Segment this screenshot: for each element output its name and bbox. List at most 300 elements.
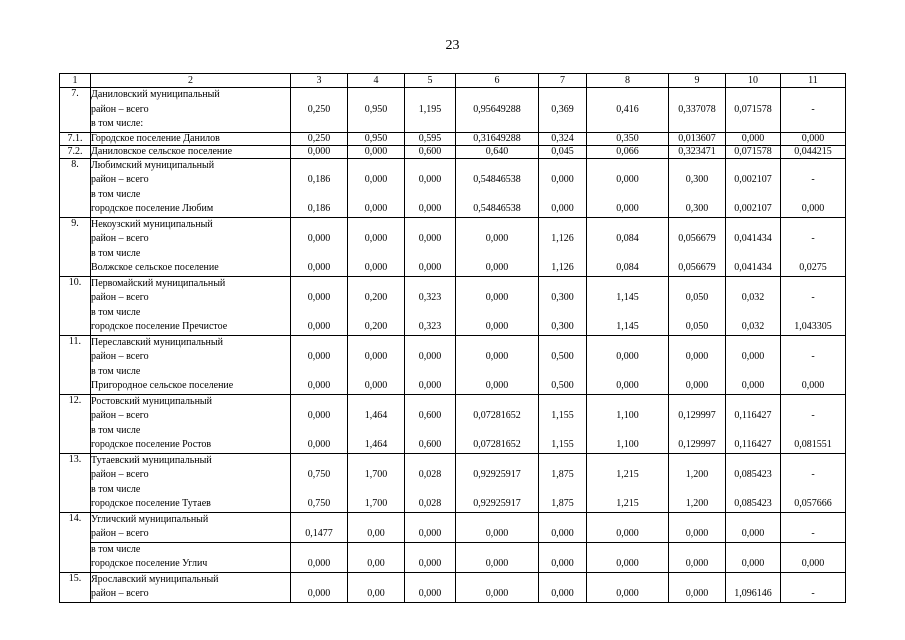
value-spacer — [405, 336, 455, 351]
value-cell: 0,600 — [405, 145, 456, 158]
value-spacer — [669, 159, 725, 174]
row-name — [91, 158, 291, 217]
value-spacer — [539, 277, 586, 292]
value-spacer — [539, 306, 586, 321]
value-cell — [781, 453, 846, 512]
value-text: 0,000 — [418, 528, 442, 539]
value-text: 0,116427 — [734, 439, 772, 450]
value-text: 0,300 — [685, 203, 709, 214]
value-text: 0,92925917 — [473, 498, 521, 509]
value-text: 0,369 — [551, 103, 574, 115]
row-name-line: городское поселение Любим — [91, 203, 214, 214]
value-cell — [726, 88, 781, 133]
value-spacer — [539, 188, 586, 203]
value-spacer — [539, 395, 586, 410]
table-row — [60, 276, 846, 335]
value-text: 0,000 — [364, 233, 388, 244]
value-spacer — [291, 573, 347, 588]
value-text: 0,000 — [418, 174, 442, 185]
value-spacer — [291, 365, 347, 380]
value-cell — [539, 572, 587, 602]
value-cell — [587, 335, 669, 394]
value-cell — [291, 512, 348, 542]
value-spacer — [348, 188, 404, 203]
value-text: 0,000 — [307, 410, 331, 421]
column-header: 3 — [291, 74, 348, 88]
value-spacer — [539, 454, 586, 469]
value-spacer — [456, 424, 538, 439]
value-cell — [539, 394, 587, 453]
value-spacer — [539, 336, 586, 351]
value-spacer — [456, 336, 538, 351]
value-cell: 0,640 — [456, 145, 539, 158]
value-spacer — [669, 117, 725, 132]
value-text: 0,500 — [551, 351, 574, 362]
row-name — [91, 217, 291, 276]
value-spacer — [781, 395, 845, 410]
value-spacer — [291, 424, 347, 439]
row-name-line: городское поселение Тутаев — [91, 498, 211, 509]
value-text: 0,000 — [485, 262, 509, 273]
row-name — [91, 88, 291, 133]
value-text: 0,416 — [616, 103, 639, 115]
value-text: 0,54846538 — [473, 174, 521, 185]
value-text: - — [811, 233, 815, 244]
row-name-line: городское поселение Пречистое — [91, 321, 228, 332]
value-cell — [726, 335, 781, 394]
table-row — [60, 145, 846, 158]
row-name-line: городское поселение Ростов — [91, 439, 212, 450]
value-text: 0,00 — [367, 558, 385, 569]
value-spacer — [539, 218, 586, 233]
value-text: 0,028 — [418, 469, 442, 480]
row-name-line: район – всего — [91, 351, 149, 362]
value-text: 0,200 — [364, 321, 388, 332]
value-cell — [539, 88, 587, 133]
value-cell — [291, 453, 348, 512]
value-spacer — [405, 159, 455, 174]
value-text: 0,0275 — [799, 262, 827, 273]
value-text: 0,129997 — [678, 410, 716, 421]
value-spacer — [587, 336, 668, 351]
value-spacer — [781, 573, 845, 588]
column-header: 7 — [539, 74, 587, 88]
value-spacer — [726, 573, 780, 588]
value-cell — [726, 572, 781, 602]
value-spacer — [587, 573, 668, 588]
value-text: 0,000 — [418, 558, 442, 569]
value-cell — [781, 394, 846, 453]
row-number: 13. — [60, 453, 91, 512]
row-number: 12. — [60, 394, 91, 453]
table-row — [60, 158, 846, 217]
value-spacer — [405, 277, 455, 292]
value-spacer — [405, 247, 455, 262]
value-text: 0,000 — [485, 380, 509, 391]
table-row — [60, 572, 846, 602]
value-text: 0,54846538 — [473, 203, 521, 214]
value-text: - — [811, 103, 815, 115]
value-text: 0,000 — [307, 351, 331, 362]
value-text: 0,002107 — [734, 174, 772, 185]
value-spacer — [669, 424, 725, 439]
column-header: 9 — [669, 74, 726, 88]
table-row — [60, 453, 846, 512]
column-header: 5 — [405, 74, 456, 88]
value-cell — [587, 394, 669, 453]
value-cell — [726, 158, 781, 217]
value-cell — [539, 453, 587, 512]
value-text: 0,000 — [307, 439, 331, 450]
row-number: 7.1. — [60, 132, 91, 145]
value-spacer — [669, 483, 725, 498]
value-text: 0,116427 — [734, 410, 772, 421]
row-name-line: район – всего — [91, 410, 149, 421]
row-name-line: район – всего — [91, 528, 149, 539]
value-text: 0,00 — [367, 588, 385, 599]
value-text: - — [811, 588, 815, 599]
value-text: 0,323 — [418, 292, 442, 303]
value-text: 0,00 — [367, 528, 385, 539]
value-text: 0,000 — [364, 351, 388, 362]
value-cell — [291, 335, 348, 394]
row-name-line: в том числе — [91, 306, 141, 318]
value-spacer — [669, 306, 725, 321]
value-text: 0,057666 — [794, 498, 832, 509]
value-text: 0,000 — [551, 558, 574, 569]
row-name-line: городское поселение Углич — [91, 558, 208, 569]
value-cell — [781, 158, 846, 217]
value-spacer — [456, 365, 538, 380]
data-table — [59, 73, 846, 603]
value-spacer — [669, 365, 725, 380]
value-text: 1,875 — [551, 469, 574, 480]
value-spacer — [587, 188, 668, 203]
value-cell — [291, 572, 348, 602]
row-name-line: Даниловское сельское поселение — [91, 145, 233, 157]
value-cell: 0,323471 — [669, 145, 726, 158]
value-spacer — [587, 424, 668, 439]
value-spacer — [348, 395, 404, 410]
value-text: 0,000 — [741, 558, 765, 569]
row-name-line: Первомайский муниципальный — [91, 277, 226, 289]
value-text: 0,600 — [418, 410, 442, 421]
value-text: 0,500 — [551, 380, 574, 391]
value-spacer — [348, 543, 404, 558]
value-cell — [587, 572, 669, 602]
value-cell — [669, 335, 726, 394]
value-text: 0,041434 — [734, 262, 772, 273]
row-number: 14. — [60, 512, 91, 572]
value-cell — [291, 158, 348, 217]
value-spacer — [669, 247, 725, 262]
value-spacer — [291, 306, 347, 321]
value-text: 0,000 — [364, 380, 388, 391]
table-row — [60, 512, 846, 542]
value-spacer — [291, 277, 347, 292]
row-name-line: Тутаевский муниципальный — [91, 454, 212, 466]
row-name-line: в том числе — [91, 424, 141, 436]
value-text: 1,200 — [685, 469, 709, 480]
value-cell: 0,324 — [539, 132, 587, 145]
column-header: 2 — [91, 74, 291, 88]
row-name-line: район – всего — [91, 292, 149, 303]
value-spacer — [405, 306, 455, 321]
value-cell — [291, 217, 348, 276]
value-text: 0,084 — [616, 233, 639, 244]
row-name-line: район – всего — [91, 103, 149, 115]
value-spacer — [587, 218, 668, 233]
value-text: 0,000 — [685, 380, 709, 391]
row-name-line: в том числе — [91, 543, 141, 555]
value-spacer — [587, 513, 668, 528]
value-spacer — [781, 483, 845, 498]
value-text: - — [811, 292, 815, 303]
value-spacer — [669, 543, 725, 558]
value-spacer — [587, 395, 668, 410]
value-text: 1,200 — [685, 498, 709, 509]
value-cell — [348, 572, 405, 602]
value-cell — [405, 572, 456, 602]
table-row — [60, 217, 846, 276]
table-row — [60, 132, 846, 145]
value-spacer — [726, 424, 780, 439]
value-cell — [539, 512, 587, 542]
value-spacer — [456, 188, 538, 203]
row-name-line: Ярославский муниципальный — [91, 573, 219, 585]
value-text: 1,464 — [364, 410, 388, 421]
value-cell: 0,000 — [348, 145, 405, 158]
value-spacer — [456, 306, 538, 321]
value-text: 0,000 — [551, 588, 574, 599]
value-spacer — [539, 88, 586, 103]
value-spacer — [669, 218, 725, 233]
value-cell — [587, 276, 669, 335]
value-cell — [456, 572, 539, 602]
value-spacer — [726, 117, 780, 132]
value-text: 0,000 — [307, 588, 331, 599]
value-text: 0,000 — [485, 233, 509, 244]
value-text: 0,000 — [418, 203, 442, 214]
value-spacer — [539, 117, 586, 132]
value-text: 0,000 — [485, 351, 509, 362]
value-text: 0,000 — [418, 380, 442, 391]
row-name-line: Переславский муниципальный — [91, 336, 223, 348]
value-spacer — [587, 306, 668, 321]
value-spacer — [291, 247, 347, 262]
value-spacer — [405, 395, 455, 410]
value-spacer — [348, 306, 404, 321]
value-cell — [456, 88, 539, 133]
value-cell — [587, 88, 669, 133]
row-name-line: район – всего — [91, 588, 149, 599]
value-text: 0,000 — [364, 174, 388, 185]
value-cell — [405, 542, 456, 572]
row-number: 11. — [60, 335, 91, 394]
value-text: 0,92925917 — [473, 469, 521, 480]
value-text: 0,000 — [616, 528, 639, 539]
value-cell — [669, 542, 726, 572]
page-number: 23 — [445, 38, 460, 53]
value-cell — [781, 217, 846, 276]
value-text: 1,100 — [616, 439, 639, 450]
value-spacer — [539, 159, 586, 174]
value-spacer — [726, 454, 780, 469]
value-spacer — [726, 543, 780, 558]
value-cell — [669, 572, 726, 602]
value-text: 1,195 — [418, 103, 442, 115]
value-text: 1,700 — [364, 498, 388, 509]
value-spacer — [726, 159, 780, 174]
value-text: 0,000 — [616, 588, 639, 599]
value-spacer — [669, 573, 725, 588]
value-spacer — [726, 306, 780, 321]
value-text: 0,000 — [616, 351, 639, 362]
value-spacer — [669, 277, 725, 292]
value-text: 1,875 — [551, 498, 574, 509]
value-text: 0,000 — [418, 351, 442, 362]
value-text: 1,145 — [616, 321, 639, 332]
value-cell — [587, 217, 669, 276]
value-text: 0,300 — [551, 292, 574, 303]
value-cell — [348, 512, 405, 542]
value-spacer — [348, 218, 404, 233]
value-cell — [587, 158, 669, 217]
value-text: 0,084 — [616, 262, 639, 273]
value-cell — [348, 394, 405, 453]
value-text: 0,000 — [616, 558, 639, 569]
row-name — [91, 512, 291, 542]
value-spacer — [456, 277, 538, 292]
value-text: 0,041434 — [734, 233, 772, 244]
value-spacer — [781, 188, 845, 203]
value-text: 0,000 — [801, 203, 825, 214]
value-spacer — [539, 483, 586, 498]
value-cell — [781, 512, 846, 542]
value-cell — [456, 453, 539, 512]
value-spacer — [539, 573, 586, 588]
value-cell: 0,595 — [405, 132, 456, 145]
row-name-line: Угличский муниципальный — [91, 513, 209, 525]
row-name-line: район – всего — [91, 469, 149, 480]
value-spacer — [726, 336, 780, 351]
row-name — [91, 276, 291, 335]
value-cell: 0,000 — [291, 145, 348, 158]
value-cell — [669, 88, 726, 133]
value-spacer — [348, 513, 404, 528]
value-spacer — [539, 513, 586, 528]
value-spacer — [781, 218, 845, 233]
value-cell: 0,045 — [539, 145, 587, 158]
value-cell — [781, 542, 846, 572]
value-text: 1,215 — [616, 469, 639, 480]
value-text: 0,050 — [685, 321, 709, 332]
value-text: 0,000 — [741, 380, 765, 391]
column-header: 1 — [60, 74, 91, 88]
value-spacer — [405, 543, 455, 558]
row-name — [91, 453, 291, 512]
row-name-line: Некоузский муниципальный — [91, 218, 213, 230]
value-text: 0,000 — [418, 588, 442, 599]
value-text: 1,126 — [551, 233, 574, 244]
row-name — [91, 145, 291, 158]
value-spacer — [456, 88, 538, 103]
value-cell: 0,013607 — [669, 132, 726, 145]
value-cell — [726, 542, 781, 572]
value-cell — [781, 88, 846, 133]
value-cell — [456, 394, 539, 453]
value-text: - — [811, 528, 815, 539]
value-text: 0,300 — [685, 174, 709, 185]
row-name-line: Ростовский муниципальный — [91, 395, 212, 407]
column-header: 6 — [456, 74, 539, 88]
value-text: 0,000 — [418, 262, 442, 273]
value-cell — [456, 276, 539, 335]
value-text: 0,1477 — [305, 528, 333, 539]
value-spacer — [587, 159, 668, 174]
value-cell — [405, 158, 456, 217]
row-number: 7. — [60, 88, 91, 133]
value-spacer — [456, 395, 538, 410]
table-row — [60, 394, 846, 453]
value-text: 0,000 — [485, 558, 509, 569]
value-spacer — [669, 336, 725, 351]
value-cell — [669, 394, 726, 453]
value-cell — [348, 453, 405, 512]
value-spacer — [539, 424, 586, 439]
value-text: 1,155 — [551, 439, 574, 450]
value-cell — [539, 542, 587, 572]
value-spacer — [405, 454, 455, 469]
value-spacer — [669, 88, 725, 103]
value-spacer — [456, 247, 538, 262]
value-spacer — [456, 573, 538, 588]
row-name-line: в том числе — [91, 365, 141, 377]
value-text: 1,155 — [551, 410, 574, 421]
value-spacer — [781, 454, 845, 469]
value-cell — [781, 572, 846, 602]
value-cell — [456, 158, 539, 217]
table-row — [60, 335, 846, 394]
row-name-line: Любимский муниципальный — [91, 159, 215, 171]
value-spacer — [348, 454, 404, 469]
value-spacer — [587, 277, 668, 292]
value-spacer — [291, 483, 347, 498]
value-text: 0,002107 — [734, 203, 772, 214]
row-name-line: Городское поселение Данилов — [91, 132, 220, 144]
value-cell — [348, 542, 405, 572]
value-cell: 0,066 — [587, 145, 669, 158]
value-text: 0,085423 — [734, 498, 772, 509]
value-cell — [456, 542, 539, 572]
value-text: 0,000 — [616, 203, 639, 214]
value-text: 0,000 — [685, 558, 709, 569]
value-spacer — [781, 88, 845, 103]
value-spacer — [456, 159, 538, 174]
row-number: 9. — [60, 217, 91, 276]
value-spacer — [781, 336, 845, 351]
value-spacer — [348, 573, 404, 588]
value-text: 0,000 — [307, 321, 331, 332]
value-text: 0,000 — [485, 588, 509, 599]
value-spacer — [781, 306, 845, 321]
value-spacer — [669, 454, 725, 469]
value-text: 0,081551 — [794, 439, 832, 450]
value-cell — [348, 335, 405, 394]
value-spacer — [405, 218, 455, 233]
value-text: 0,000 — [616, 174, 639, 185]
column-header: 8 — [587, 74, 669, 88]
